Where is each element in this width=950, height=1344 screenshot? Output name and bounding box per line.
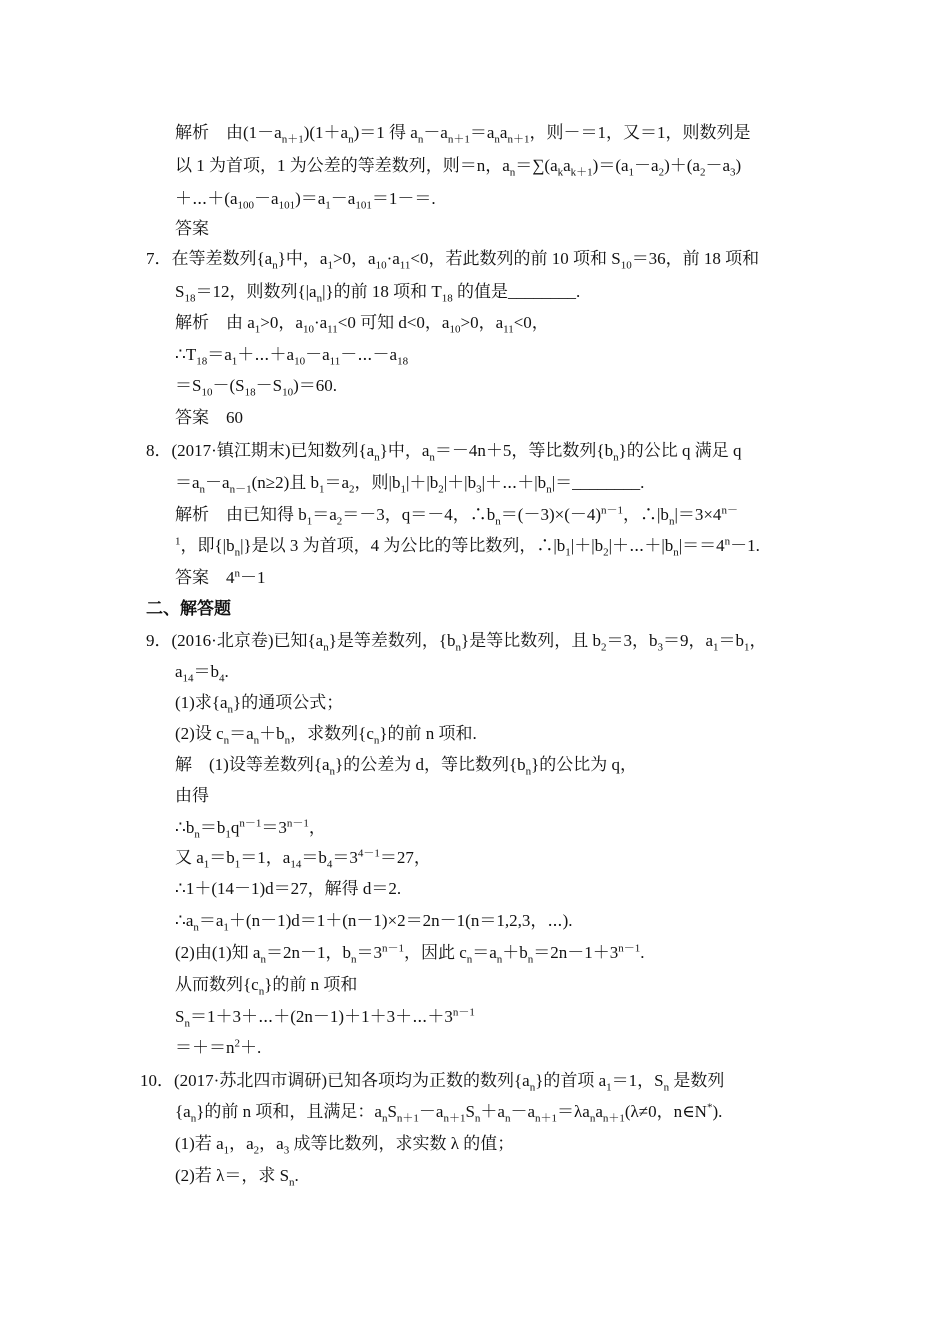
text-line-content: $=a_n-a_{n-1}(n\ge 2)$且 $b_1=a_2$，则$|b_1|+|b_2|+|b_3|+\cdots+|b_n|=\_\_\_\_\_\_\_\_$. xyxy=(175,473,645,496)
text-line-content: $=S_{10}-(S_{18}-S_{10})=60$. xyxy=(175,376,337,399)
text-line xyxy=(175,122,750,144)
text-line-content: $+\cdots+(a_{100}-a_{101})=a_1-a_{101}=1-=$. xyxy=(175,189,436,212)
text-line-content: $\therefore a_n=a_1+(n-1)d=1+(n-1)\times 2=2n-1(n=1,2,3$，⋯). xyxy=(175,911,573,934)
text-line xyxy=(175,692,343,714)
text-line xyxy=(175,878,401,900)
text-line-content: ∴1＋(14－1)d＝27，解得 d＝2. xyxy=(175,879,402,898)
text-line xyxy=(175,785,209,807)
text-line-content: $S_n=1+3+\cdots+(2n-1)+1+3+\cdots+3^{n-1}$ xyxy=(175,1006,475,1030)
text-line-content: $^1$，即$\{|b_n|\}$是以 3 为首项，4 为公比的等比数列，$\therefore|b_1|+|b_2|+\cdots+|b_n|==4^n-1$. xyxy=(175,535,760,559)
text-line-content: (1)求$\{a_n\}$的通项公式； xyxy=(175,693,344,716)
text-line xyxy=(175,504,738,526)
text-line xyxy=(175,754,637,776)
text-line xyxy=(175,344,408,366)
text-line xyxy=(175,723,477,745)
text-line-content: $\therefore T_{18}=a_1+\cdots+a_{10}-a_{11}-\cdots-a_{18}$ xyxy=(175,345,409,368)
text-line-content: 答案 xyxy=(175,219,209,238)
text-line xyxy=(175,847,431,869)
text-line xyxy=(175,535,760,557)
text-line-content: $=+=n^2+$. xyxy=(175,1037,262,1057)
text-line-content: (2)由(1)知 $a_n=2n-1$，$b_n=3^{n-1}$，因此 $c_n=a_n+b_n=2n-1+3^{n-1}$. xyxy=(175,942,645,966)
text-line xyxy=(175,661,229,683)
text-line-content: (2)设 $c_n=a_n+b_n$，求数列$\{c_n\}$的前 n 项和. xyxy=(175,724,477,747)
text-line-content: 8．(2017·镇江期末)已知数列$\{a_n\}$中，$a_n=-4n+5$，等比数列$\{b_n\}$的公比 q 满足 q xyxy=(146,441,742,464)
text-line-content: $\therefore b_n=b_1q^{n-1}=3^{n-1}$， xyxy=(175,817,326,841)
text-line xyxy=(175,942,645,964)
text-line xyxy=(175,375,337,397)
text-line-content: 答案 60 xyxy=(175,408,243,427)
text-line-content: $\{a_n\}$的前 n 项和，且满足：$a_nS_{n+1}-a_{n+1}S_n+a_n-a_{n+1}=\lambda a_na_{n+1}(\lambda\ne 0$，n∈N*). xyxy=(175,1101,723,1125)
text-line-content: 解析 由 $a_1>0$，$a_{10}\cdot a_{11}<0$ 可知 d<0，$a_{10}>0$，$a_{11}<0$， xyxy=(175,313,549,336)
text-line xyxy=(175,188,436,210)
text-line-content: $a_{14}=b_4$. xyxy=(175,662,229,685)
text-line-content: 解析 由$(1-a_{n+1})(1+a_n)=1$ 得 $a_n-a_{n+1}=a_na_{n+1}$，则－＝1，又＝1，则数列是 xyxy=(175,123,751,146)
text-line-content: 解 (1)设等差数列$\{a_n\}$的公差为 d，等比数列$\{b_n\}$的公比为 q， xyxy=(175,755,638,778)
text-line xyxy=(146,630,767,652)
text-line xyxy=(175,312,549,334)
text-line-content: $S_{18}=12$，则数列$\{|a_n|\}$的前 18 项和 $T_{18}$ 的值是________. xyxy=(175,282,581,305)
text-line xyxy=(175,472,644,494)
text-line xyxy=(175,1037,261,1059)
text-line xyxy=(175,910,573,932)
text-line xyxy=(175,155,741,177)
text-line xyxy=(175,567,266,589)
text-line-content: (1)若 $a_1$，$a_2$，$a_3$ 成等比数列，求实数 λ 的值； xyxy=(175,1134,515,1157)
text-line-content: 10．(2017·苏北四市调研)已知各项均为正数的数列$\{a_n\}$的首项 $a_1=1$，$S_n$ 是数列 xyxy=(140,1071,725,1094)
text-line-content: 从而数列$\{c_n\}$的前 n 项和 xyxy=(175,975,358,998)
text-line-content: 以 1 为首项，1 为公差的等差数列，则＝n，$a_n=\sum(a_ka_{k+1})=(a_1-a_2)+(a_2-a_3)$ xyxy=(175,156,742,179)
text-line xyxy=(175,974,357,996)
text-line-content: 二、解答题 xyxy=(146,599,231,618)
text-line xyxy=(140,1070,724,1092)
text-line xyxy=(175,1006,475,1028)
text-line-content: (2)若 λ＝，求 $S_n$. xyxy=(175,1166,299,1189)
text-line xyxy=(175,1101,722,1123)
text-line-content: 7．在等差数列$\{a_n\}$中，$a_1>0$，$a_{10}\cdot a_{11}<0$，若此数列的前 10 项和 $S_{10}=36$，前 18 项和 xyxy=(146,249,760,272)
text-line xyxy=(175,218,209,240)
text-line-content: 由得 xyxy=(175,786,209,805)
text-line xyxy=(175,817,326,839)
text-line xyxy=(175,1133,514,1155)
text-line xyxy=(175,1165,299,1187)
section-heading xyxy=(146,598,231,620)
text-line-content: 解析 由已知得 $b_1=a_2=-3$，q＝－4，$\therefore b_n=(-3)\times(-4)^{n-1}$，$\therefore|b_n|=3\times 4^{n-}$ xyxy=(175,504,738,528)
text-line xyxy=(175,407,243,429)
text-line-content: 又 $a_1=b_1=1$，$a_{14}=b_4=3^{4-1}=27$， xyxy=(175,847,431,871)
text-line-content: 9．(2016·北京卷)已知$\{a_n\}$是等差数列，$\{b_n\}$是等比数列，且 $b_2=3$，$b_3=9$，$a_1=b_1$， xyxy=(146,631,767,654)
text-line xyxy=(146,440,742,462)
text-line xyxy=(175,281,580,303)
text-line xyxy=(146,248,759,270)
text-line-content: 答案 $4^n-1$ xyxy=(175,567,266,587)
